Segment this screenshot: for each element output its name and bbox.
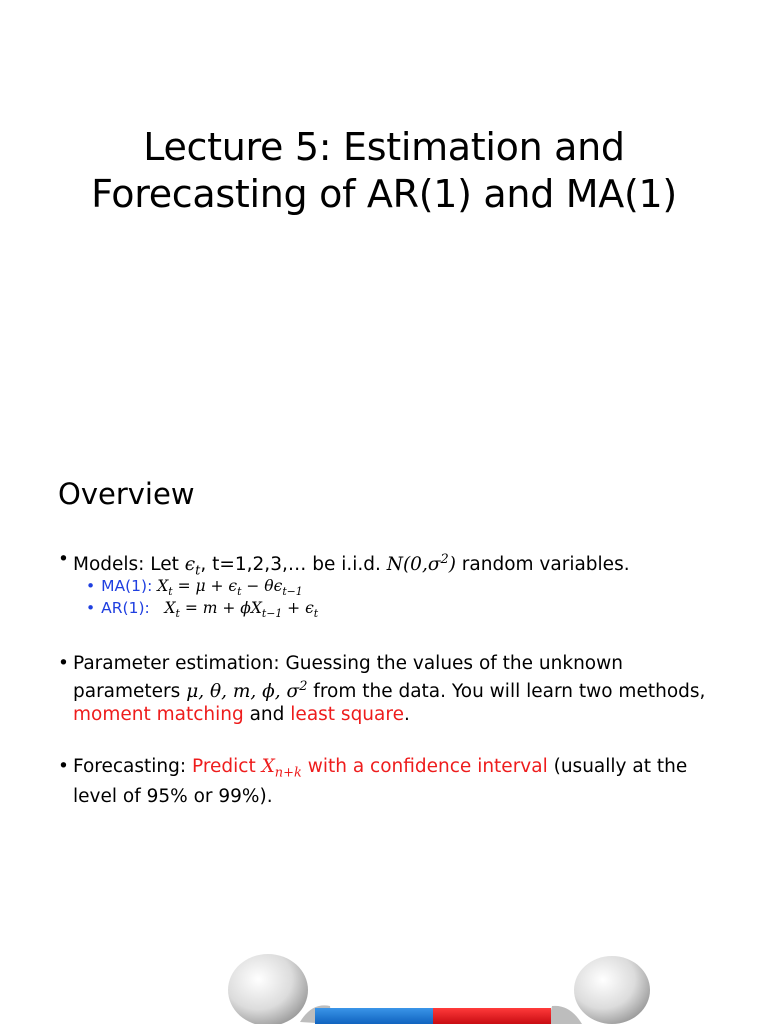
blue-puzzle-piece (315, 1008, 433, 1024)
method-moment-matching: moment matching (73, 704, 244, 726)
ma1-formula: $X_t = \mu + \epsilon_t - \theta\epsilon_{t-1}$ (157, 577, 303, 599)
ar1-label: AR(1): (101, 599, 150, 617)
forecast-predict: Predict $X_{n+k}$ with a confidence interval (192, 756, 548, 781)
sub-bullet-ma1: • MA(1): $X_t = \mu + \epsilon_t - \theta\epsilon_{t-1}$ (86, 577, 303, 599)
bullet-dot: • (58, 549, 69, 570)
bullet-dot: • (58, 756, 69, 777)
bullet-forecasting (58, 755, 718, 808)
right-figure-arm (548, 1006, 582, 1024)
slide-title-line-1: Lecture 5: Estimation and (143, 125, 625, 169)
bullet-forecasting-text: Forecasting: Predict $X_{n+k}$ with a confidence interval (usually at the level of 95% or 99%). (73, 756, 688, 807)
left-figure-head (228, 954, 308, 1024)
overview-heading: Overview (58, 477, 195, 511)
sub-bullet-ar1: • AR(1): $X_t = m + \phi X_{t-1} + \epsilon_t$ (86, 599, 319, 621)
bullet-parameter-estimation (58, 652, 718, 726)
method-least-square: least square (290, 704, 404, 726)
bullet-dot: • (58, 653, 69, 674)
ar1-formula: $X_t = m + \phi X_{t-1} + \epsilon_t$ (164, 599, 319, 621)
slide-title (0, 124, 768, 218)
figures-illustration (0, 944, 768, 1024)
ma1-label: MA(1): (101, 577, 153, 595)
right-figure-head (574, 956, 650, 1024)
slide-title-line-2: Forecasting of AR(1) and MA(1) (91, 172, 677, 216)
bullet-models-text: Models: Let $\epsilon_t$, t=1,2,3,… be i.i.d. $N(0,\sigma^2)$ random variables. (73, 552, 630, 579)
bullet-estimation-text: Parameter estimation: Guessing the values of the unknown parameters μ, θ, m, ϕ, $\sigma^2$ from the data. You will learn two methods, moment matching and least square. (73, 653, 706, 726)
red-puzzle-piece (433, 1008, 551, 1024)
